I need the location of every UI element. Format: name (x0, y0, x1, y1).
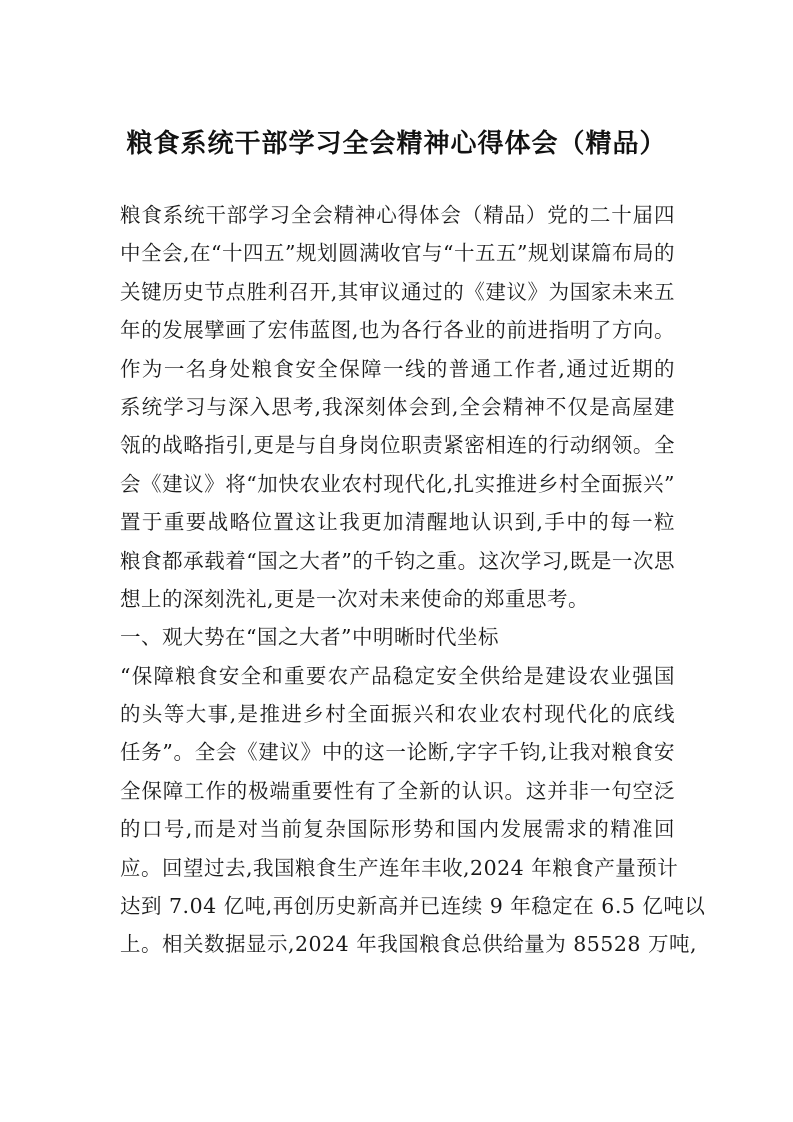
paragraph-line: 粮食系统干部学习全会精神心得体会（精品）党的二十届四 (120, 203, 675, 227)
paragraph-line: 年的发展擘画了宏伟蓝图,也为各行各业的前进指明了方向。 (120, 318, 675, 343)
section-heading: 一、观大势在“国之大者”中明晰时代坐标 (120, 625, 499, 650)
paragraph-line: 中全会,在“十四五”规划圆满收官与“十五五”规划谋篇布局的 (120, 241, 675, 266)
document-title: 粮食系统干部学习全会精神心得体会（精品） (126, 129, 667, 159)
paragraph-line: 上。相关数据显示,2024 年我国粮食总供给量为 85528 万吨, (120, 932, 697, 957)
document-body (120, 196, 706, 964)
paragraph-line: 置于重要战略位置这让我更加清醒地认识到,手中的每一粒 (120, 510, 675, 535)
paragraph-line: 全保障工作的极端重要性有了全新的认识。这并非一句空泛 (120, 778, 675, 803)
paragraph-line: 系统学习与深入思考,我深刻体会到,全会精神不仅是高屋建 (120, 394, 675, 419)
paragraph-line: 的口号,而是对当前复杂国际形势和国内发展需求的精准回 (120, 817, 675, 842)
paragraph-line: 作为一名身处粮食安全保障一线的普通工作者,通过近期的 (120, 356, 675, 381)
paragraph-line: 达到 7.04 亿吨,再创历史新高并已连续 9 年稳定在 6.5 亿吨以 (120, 894, 706, 919)
paragraph-line: 会《建议》将“加快农业农村现代化,扎实推进乡村全面振兴” (120, 471, 675, 496)
paragraph-line: 应。回望过去,我国粮食生产连年丰收,2024 年粮食产量预计 (120, 855, 679, 880)
paragraph-line: “保障粮食安全和重要农产品稳定安全供给是建设农业强国 (120, 663, 675, 688)
paragraph-line: 粮食都承载着“国之大者”的千钧之重。这次学习,既是一次思 (120, 548, 675, 573)
paragraph-line: 的头等大事,是推进乡村全面振兴和农业农村现代化的底线 (120, 702, 675, 727)
paragraph-line: 瓴的战略指引,更是与自身岗位职责紧密相连的行动纲领。全 (120, 433, 675, 458)
paragraph-line: 关键历史节点胜利召开,其审议通过的《建议》为国家未来五 (120, 279, 675, 304)
paragraph-line: 想上的深刻洗礼,更是一次对未来使命的郑重思考。 (120, 586, 590, 611)
paragraph-line: 任务”。全会《建议》中的这一论断,字字千钧,让我对粮食安 (120, 740, 675, 765)
